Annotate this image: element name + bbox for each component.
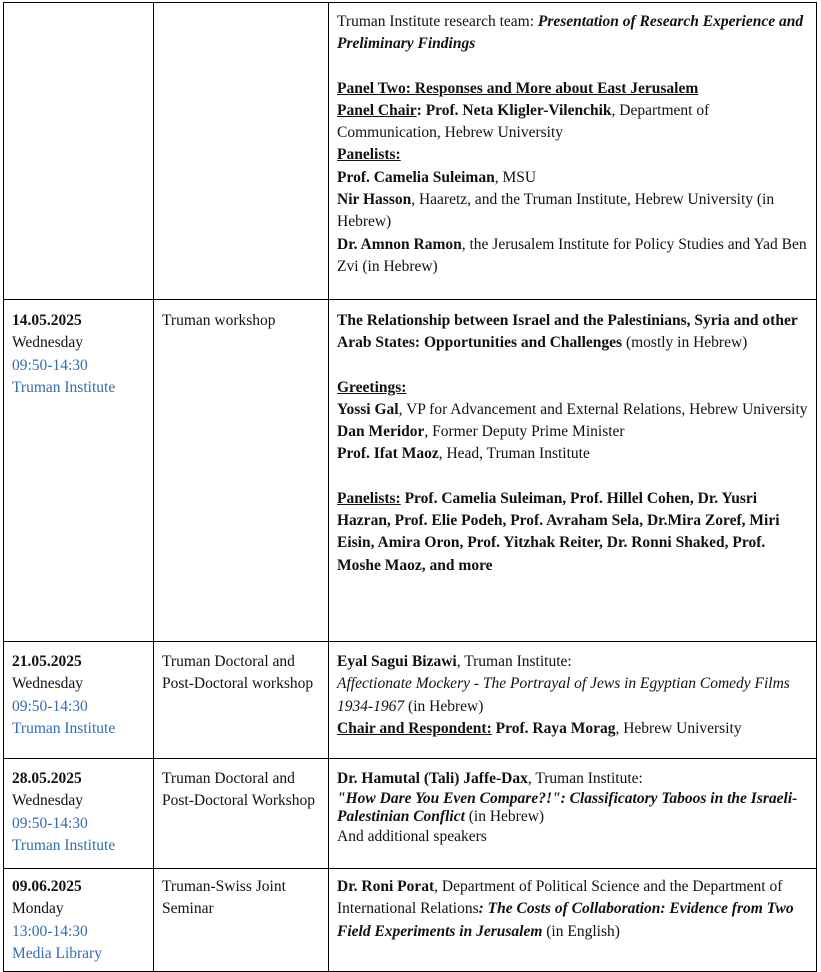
type-cell [154,3,329,300]
research-title: Presentation of Research Experience and Preliminary Findings [337,13,804,53]
chair-label: Chair and Respondent: [337,719,492,737]
table-row [4,300,817,642]
date-cell [4,759,154,869]
greeter-name: Dan Meridor [337,423,425,441]
date-cell [4,869,154,972]
speaker-affiliation: , Truman Institute: [456,653,572,670]
type-cell [154,759,329,869]
details-cell [329,759,817,869]
event-place: Truman Institute [12,836,116,854]
chair-affiliation: , Department of Communication, Hebrew University [337,101,710,142]
panelist-name: Prof. Camelia Suleiman [337,168,495,186]
event-time: 09:50-14:30 [12,356,88,374]
type-cell [154,300,329,642]
event-type: Truman Doctoral and Post-Doctoral workshop [162,653,314,693]
panelist-name: Dr. Amnon Ramon [337,235,462,253]
event-place: Media Library [12,944,102,962]
details-cell [329,869,817,972]
panelist-name: Nir Hasson [337,191,412,209]
event-day: Wednesday [12,675,84,693]
event-day: Monday [12,900,64,918]
date-cell [4,3,154,300]
additional-speakers: And additional speakers [337,828,487,846]
event-day: Wednesday [12,334,84,352]
type-cell [154,869,329,972]
event-type: Truman workshop [162,312,276,329]
greeter-affiliation: , VP for Advancement and External Relations, Hebrew University [398,400,808,418]
event-time: 13:00-14:30 [12,922,88,940]
table-row [4,3,817,300]
date-cell [4,642,154,759]
panel-heading: Panel Two: Responses and More about East Jerusalem [337,79,699,97]
chair-name: Prof. Neta Kligler-Vilenchik [425,101,612,119]
event-day: Wednesday [12,792,84,810]
talk-title: Affectionate Mockery - The Portrayal of Jews in Egyptian Comedy Films 1934-1967 [337,675,790,715]
event-date: 21.05.2025 [12,653,82,670]
table-row [4,869,817,972]
event-title: The Relationship between Israel and the Palestinians, Syria and other Arab States: Opportunities and Challenges [337,312,798,352]
speaker-affiliation: , Truman Institute: [527,770,643,787]
date-cell [4,300,154,642]
speaker-name: Eyal Sagui Bizawi [337,653,457,670]
greetings-label: Greetings: [337,378,407,396]
panelists-list: Prof. Camelia Suleiman, Prof. Hillel Cohen, Dr. Yusri Hazran, Prof. Elie Podeh, Prof. Avraham Sela, Dr.Mira Zoref, Miri Eisin, Amira Oron, Prof. Yitzhak Reiter, Dr. Ronni Shaked, Prof. Moshe Maoz, and more [337,489,780,574]
speaker-name: Dr. Roni Porat [337,878,435,895]
event-place: Truman Institute [12,378,116,396]
panelists-label: Panelists: [337,146,401,164]
event-date: 14.05.2025 [12,312,82,329]
greeter-name: Prof. Ifat Maoz [337,445,439,463]
panelist-affiliation: , the Jerusalem Institute for Policy Studies and Yad Ben Zvi (in Hebrew) [337,235,807,275]
chair-name: Prof. Raya Morag [491,719,616,737]
event-type: Truman Doctoral and Post-Doctoral Workshop [162,770,316,810]
talk-title: : The Costs of Collaboration: Evidence from Two Field Experiments in Jerusalem [337,900,794,940]
greeter-name: Yossi Gal [337,400,399,418]
details-cell: Truman Institute research team: Presentation of Research Experience and Preliminary Findings Panel Two: Responses and More about East Jerusalem Panel Chair: Prof. Neta Kligler-Vilenchik, Department of Communication, Hebrew University Panelists: Prof. Camelia Suleiman, MSU Nir Hasson, Haaretz, and the Truman Institute, Hebrew University (in Hebrew) Dr. Amnon Ramon, the Jerusalem Institute for Policy Studies and Yad Ben Zvi (in Hebrew) [329,3,817,300]
event-date: 09.06.2025 [12,878,82,895]
schedule-table [3,2,817,972]
type-cell [154,642,329,759]
greeter-affiliation: , Former Deputy Prime Minister [424,423,625,441]
event-type: Truman-Swiss Joint Seminar [162,878,286,918]
talk-note: (in Hebrew) [404,697,484,715]
event-place: Truman Institute [12,719,116,737]
talk-note: (in English) [542,922,620,940]
event-date: 28.05.2025 [12,770,82,787]
speaker-affiliation: , Department of Political Science and the Department of International Relations [337,878,783,918]
speaker-name: Dr. Hamutal (Tali) Jaffe-Dax [337,770,528,787]
panelist-affiliation: , MSU [494,168,537,186]
panelist-affiliation: , Haaretz, and the Truman Institute, Hebrew University (in Hebrew) [337,191,775,231]
greeter-affiliation: , Head, Truman Institute [438,445,590,463]
table-row [4,759,817,869]
title-note: (mostly in Hebrew) [622,334,748,352]
talk-note: (in Hebrew) [464,808,545,826]
table-row [4,642,817,759]
chair-affiliation: , Hebrew University [615,719,742,737]
chair-label: Panel Chair [337,101,417,119]
talk-title: "How Dare You Even Compare?!": Classificatory Taboos in the Israeli-Palestinian Conflict [337,790,798,826]
details-cell [329,642,817,759]
event-time: 09:50-14:30 [12,814,88,832]
panelists-label: Panelists: [337,489,401,507]
details-cell [329,300,817,642]
event-time: 09:50-14:30 [12,697,88,715]
intro-text: Truman Institute research team: [337,13,538,30]
